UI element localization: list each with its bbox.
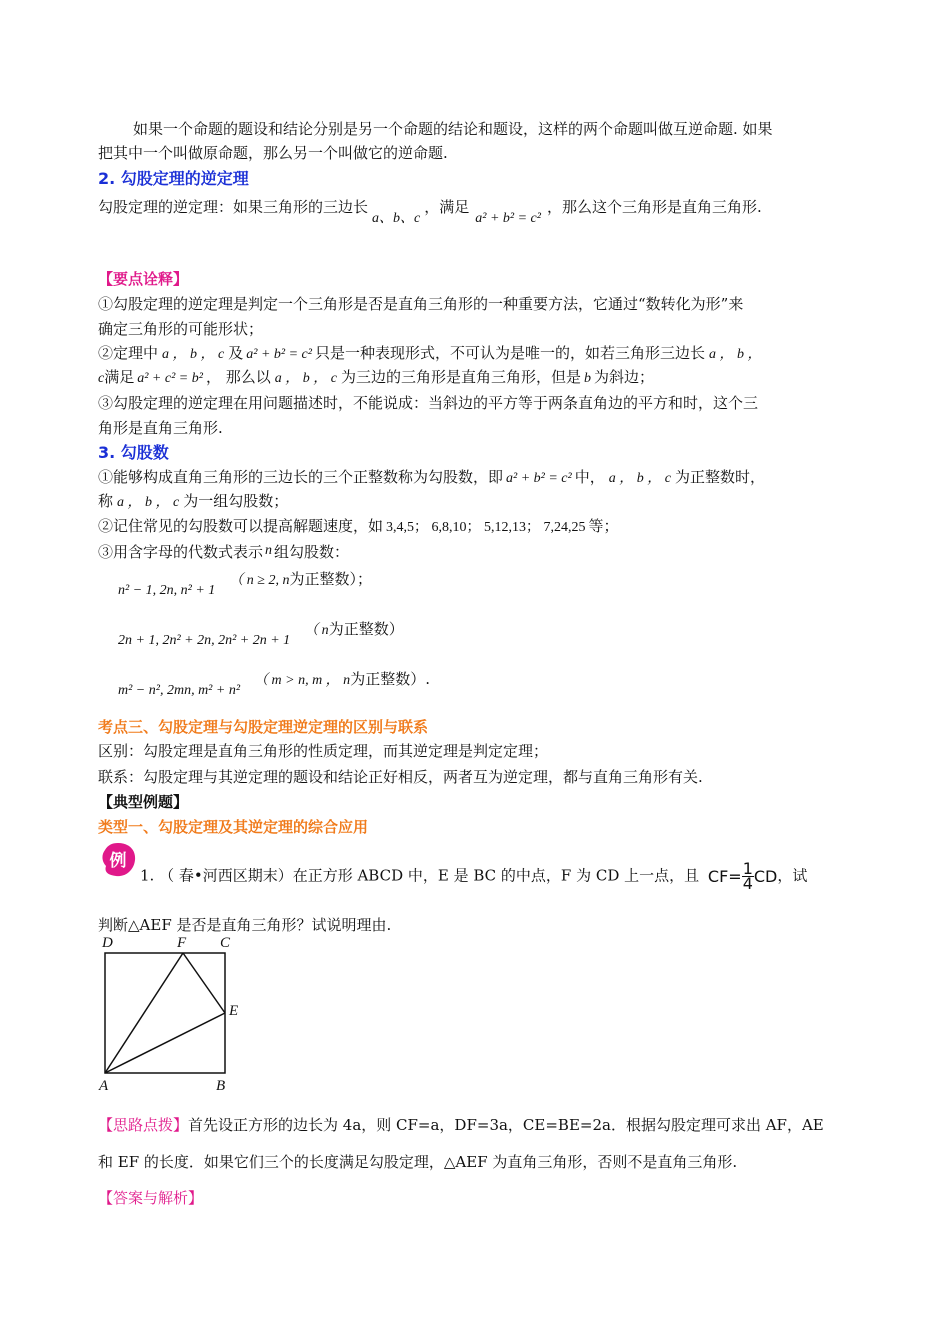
example-question-line-2: 判断△AEF 是否是直角三角形？试说明理由. [98,916,392,934]
kd3-title: 考点三、勾股定理与勾股定理逆定理的区别与联系 [98,718,429,736]
s3-p1-line-1: ①能够构成直角三角形的三边长的三个正整数称为勾股数，即 a² + b² = c² 中， a ， b ， c 为正整数时， [98,468,765,486]
cf-fraction: CF= [707,866,742,886]
label-b: B [216,1078,226,1094]
square-figure [96,930,256,1095]
kd3-connection: 联系：勾股定理与其逆定理的题设和结论正好相反，两者互为逆定理，都与直角三角形有关. [98,768,703,786]
fraction-one-quarter: $\frac{1}{4}$ [742,859,753,893]
s3-p2: ②记住常见的勾股数可以提高解题速度，如 3,4,5； 6,8,10； 5,12,13； 7,24,25 等； [98,517,619,535]
s3-p1-line-2: 称 a ， b ， c 为一组勾股数； [98,492,289,510]
section-3-title: 3. 勾股数 [98,443,169,462]
intro-line-1: 如果一个命题的题设和结论分别是另一个命题的结论和题设，这样的两个命题叫做互逆命题. 如果 [133,120,773,138]
segment-af [105,953,183,1073]
example-badge-icon [98,840,138,880]
section-2-title: 2. 勾股定理的逆定理 [98,169,249,188]
examples-title: 【典型例题】 [98,793,189,811]
note-1-line-1: ①勾股定理的逆定理是判定一个三角形是否是直角三角形的一种重要方法，它通过“数转化为形”来 [98,295,744,313]
answer-label: 【答案与解析】 [98,1189,204,1207]
label-a: A [99,1078,109,1094]
hint-line-1: 【思路点拨】首先设正方形的边长为 4a，则 CF=a，DF=3a，CE=BE=2a．根据勾股定理可求出 AF，AE [98,1116,824,1134]
square-abcd [105,953,225,1073]
label-e: E [229,1003,239,1019]
note-3-line-2: 角形是直角三角形. [98,419,223,437]
notes-title: 【要点诠释】 [98,270,189,288]
badge-label: 例 [109,851,127,871]
segment-ae [105,1013,225,1073]
label-f: F [177,935,187,951]
label-c: C [220,935,231,951]
note-3-line-1: ③勾股定理的逆定理在用问题描述时，不能说成：当斜边的平方等于两条直角边的平方和时，这个三 [98,394,759,412]
intro-line-2: 把其中一个叫做原命题，那么另一个叫做它的逆命题. [98,144,448,162]
kd3-difference: 区别：勾股定理是直角三角形的性质定理，而其逆定理是判定定理； [98,742,549,760]
type-1-title: 类型一、勾股定理及其逆定理的综合应用 [98,818,369,836]
label-d: D [102,935,113,951]
example-question-line-1: 1. （ 春•河西区期末）在正方形 ABCD 中，E 是 BC 的中点，F 为 CD 上一点，且 CF= $\frac{1}{4}$ CD，试 [140,859,808,893]
formula-2: 2n + 1, 2n² + 2n, 2n² + 2n + 1（ n为正整数） [118,620,404,648]
hint-line-2: 和 EF 的长度．如果它们三个的长度满足勾股定理，△AEF 为直角三角形，否则不是直角三角形. [98,1153,738,1171]
note-2-line-1: ②定理中 a ， b ， c 及 a² + b² = c² 只是一种表现形式，不可认为是唯一的，如若三角形三边长 a ， b ， [98,344,762,362]
formula-1: n² − 1, 2n, n² + 1（ n ≥ 2, n为正整数）； [118,570,372,598]
note-2-line-2: c满足 a² + c² = b² ， 那么以 a ， b ， c 为三边的三角形是直角三角形，但是 b 为斜边； [98,368,654,386]
section-2-theorem: 勾股定理的逆定理：如果三角形的三边长a、b、c，满足a² + b² = c²，那么这个三角形是直角三角形. [98,198,762,226]
s3-p3: ③用含字母的代数式表示 n 组勾股数： [98,543,350,561]
note-1-line-2: 确定三角形的可能形状； [98,320,264,338]
formula-3: m² − n², 2mn, m² + n²（ m > n, m ， n为正整数）. [118,670,430,698]
segment-fe [183,953,225,1013]
cd-label: CD [753,866,778,886]
